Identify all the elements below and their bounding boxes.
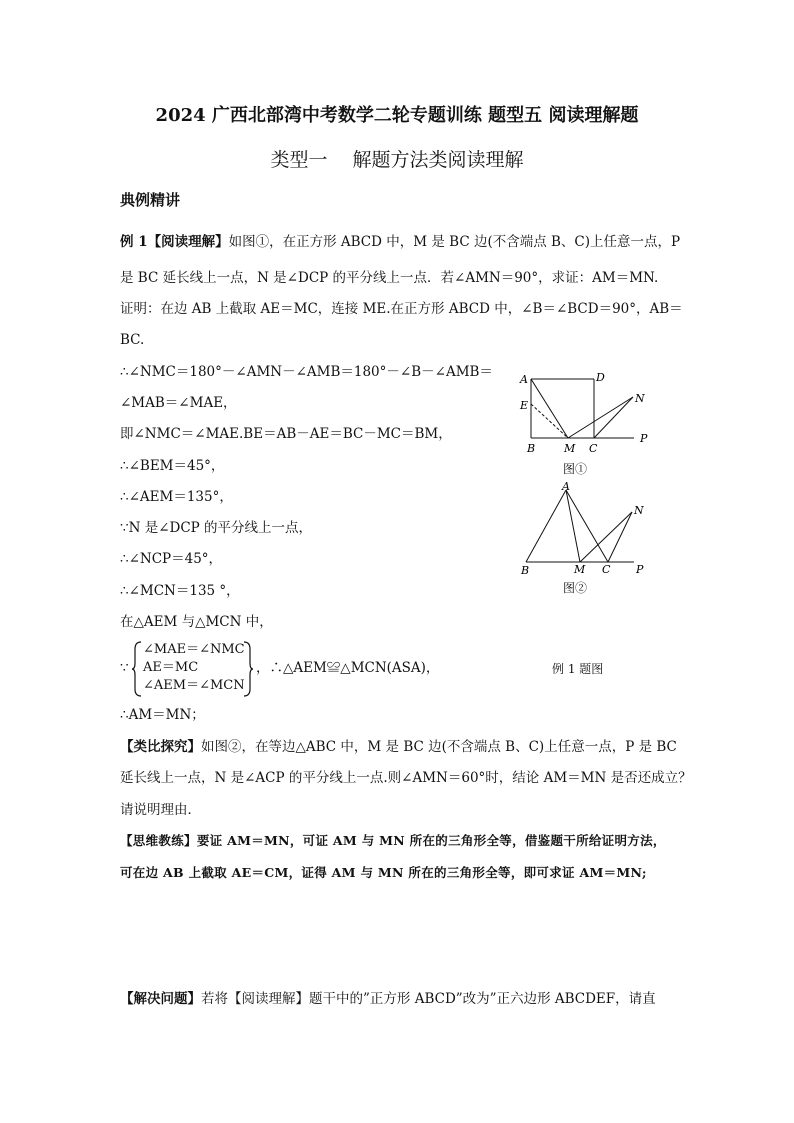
figure-1-square	[512, 364, 662, 464]
problem-text-1: 如图①，在正方形 ABCD 中，M 是 BC 边(不含端点 B、C)上任意一点，P	[228, 234, 681, 250]
fig1-label-B: B	[527, 442, 536, 455]
condition-1: ∠MAE＝∠NMC	[143, 642, 245, 657]
figure-group-caption: 例 1 题图	[552, 662, 604, 676]
analogy-line-3: 请说明理由．	[120, 802, 201, 818]
analogy-line-1	[120, 737, 677, 757]
fig1-label-E: E	[520, 399, 529, 412]
figure-2-caption: 图②	[563, 581, 588, 595]
proof-conclusion: ∴AM＝MN；	[120, 707, 205, 723]
problem-line-1	[120, 232, 680, 252]
proof-step-1: ∴∠NMC＝180°－∠AMN－∠AMB＝180°－∠B－∠AMB＝	[120, 364, 493, 380]
page-title: 2024 广西北部湾中考数学二轮专题训练 题型五 阅读理解题	[155, 105, 639, 126]
analogy-label: 【类比探究】	[120, 739, 201, 755]
congruence-result: ，∴△AEM≌△MCN(ASA)，	[256, 660, 440, 676]
fig2-label-N: N	[634, 504, 644, 517]
proof-step-4: ∴∠BEM＝45°，	[120, 458, 225, 474]
fig2-label-A: A	[562, 480, 570, 493]
solve-line-1	[120, 989, 656, 1009]
page-subtitle: 类型一 解题方法类阅读理解	[270, 149, 524, 171]
proof-step-2: ∠MAB＝∠MAE，	[120, 395, 237, 411]
problem-label: 例 1【阅读理解】	[120, 234, 229, 250]
solve-text-1: 若将【阅读理解】题干中的”正方形 ABCD”改为”正六边形 ABCDEF，请直	[201, 991, 656, 1007]
brace-conditions	[143, 641, 245, 695]
fig2-label-C: C	[602, 563, 611, 576]
figure-1-caption: 图①	[563, 462, 588, 476]
fig1-label-P: P	[640, 432, 648, 445]
because-symbol: ∵	[120, 660, 129, 676]
condition-2: AE＝MC	[143, 660, 199, 675]
proof-step-8: ∴∠MCN＝135 °，	[120, 583, 240, 599]
fig1-label-M: M	[564, 442, 576, 455]
section-heading: 典例精讲	[120, 191, 181, 209]
fig2-label-M: M	[574, 563, 586, 576]
right-brace	[242, 641, 254, 697]
proof-step-7: ∴∠NCP＝45°，	[120, 551, 223, 567]
fig1-label-D: D	[596, 371, 605, 384]
analogy-line-2: 延长线上一点，N 是∠ACP 的平分线上一点.则∠AMN＝60°时，结论 AM＝MN 是否还成立？	[120, 770, 692, 786]
fig2-label-P: P	[636, 563, 644, 576]
fig1-label-A: A	[520, 373, 528, 386]
hint-line-2: 可在边 AB 上截取 AE＝CM，证得 AM 与 MN 所在的三角形全等，即可求证 AM＝MN;	[120, 865, 647, 880]
left-brace	[131, 641, 143, 697]
figure-2-triangle	[512, 478, 662, 578]
fig2-label-B: B	[521, 564, 530, 577]
hint-line-1	[120, 831, 666, 851]
condition-3: ∠AEM＝∠MCN	[143, 678, 245, 693]
problem-line-2: 是 BC 延长线上一点，N 是∠DCP 的平分线上一点．若∠AMN＝90°，求证：AM＝MN.	[120, 270, 659, 286]
analogy-text-1: 如图②，在等边△ABC 中，M 是 BC 边(不含端点 B、C)上任意一点，P 是 BC	[201, 739, 677, 755]
proof-line-2: BC.	[120, 332, 145, 348]
solve-label: 【解决问题】	[120, 991, 201, 1007]
proof-step-6: ∵N 是∠DCP 的平分线上一点，	[120, 520, 313, 536]
hint-label: 【思维教练】	[120, 833, 197, 848]
fig1-label-C: C	[589, 442, 598, 455]
proof-step-9: 在△AEM 与△MCN 中，	[120, 614, 273, 630]
proof-step-5: ∴∠AEM＝135°，	[120, 489, 233, 505]
proof-step-3: 即∠NMC＝∠MAE.BE＝AB－AE＝BC－MC＝BM，	[120, 426, 452, 442]
hint-text-1: 要证 AM＝MN，可证 AM 与 MN 所在的三角形全等，借鉴题干所给证明方法，	[196, 833, 666, 848]
proof-line-1: 证明：在边 AB 上截取 AE＝MC，连接 ME.在正方形 ABCD 中，∠B＝∠BCD＝90°，AB＝	[120, 301, 683, 317]
fig1-label-N: N	[635, 392, 645, 405]
